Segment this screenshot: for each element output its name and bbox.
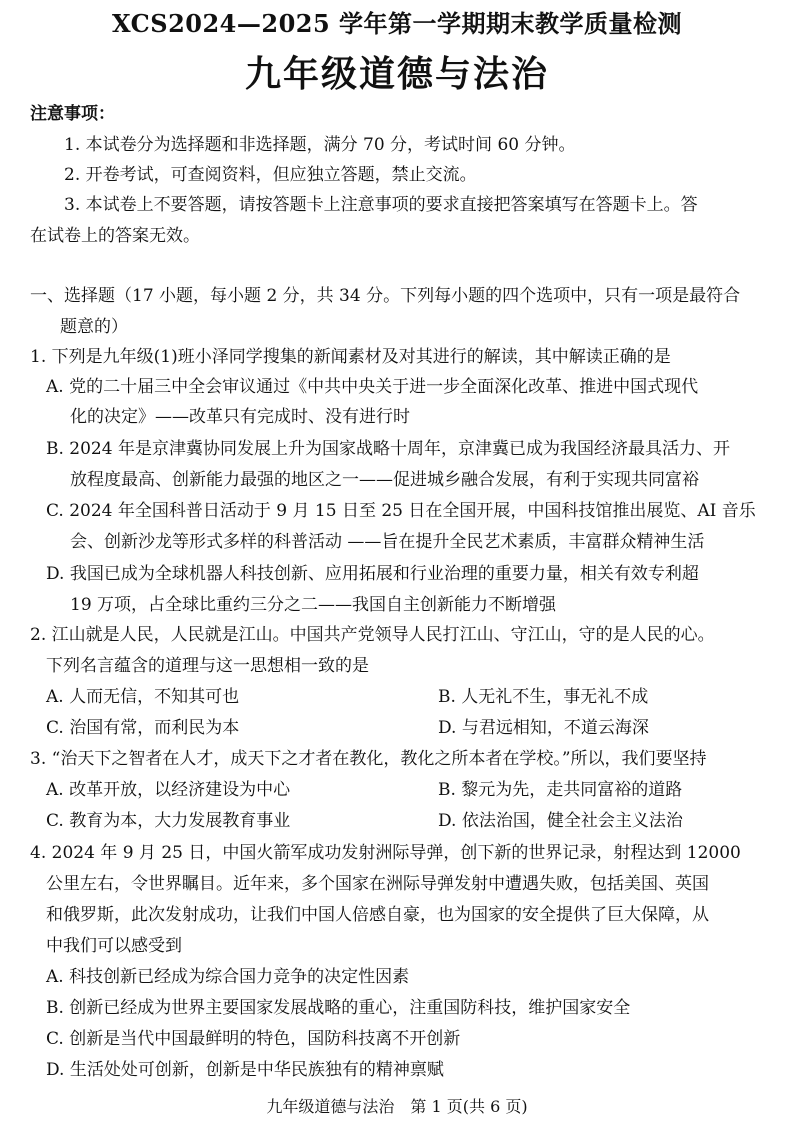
note-item: 1. 本试卷分为选择题和非选择题，满分 70 分，考试时间 60 分钟。: [64, 135, 576, 155]
question-1-option-c: C. 2024 年全国科普日活动于 9 月 15 日至 25 日在全国开展，中国科技馆推出展览、AI 音乐: [46, 501, 756, 521]
note-item: 在试卷上的答案无效。: [30, 226, 200, 246]
question-4-stem-cont: 公里左右，令世界瞩目。近年来，多个国家在洲际导弹发射中遭遇失败，包括美国、英国: [46, 874, 709, 894]
question-1-option-b-cont: 放程度最高、创新能力最强的地区之一——促进城乡融合发展，有利于实现共同富裕: [70, 470, 699, 490]
question-1-option-d: D. 我国已成为全球机器人科技创新、应用拓展和行业治理的重要力量，相关有效专利超: [46, 564, 699, 584]
question-2-option-d: D. 与君远相知，不道云海深: [438, 718, 649, 738]
question-4-option-c: C. 创新是当代中国最鲜明的特色，国防科技离不开创新: [46, 1029, 461, 1049]
question-4-stem-cont: 和俄罗斯，此次发射成功，让我们中国人倍感自豪，也为国家的安全提供了巨大保障，从: [46, 905, 709, 925]
subject-title: 九年级道德与法治: [244, 53, 549, 95]
question-3-stem: 3. “治天下之智者在人才，成天下之才者在教化，教化之所本者在学校。”所以，我们要坚持: [30, 749, 707, 769]
question-2-stem: 2. 江山就是人民，人民就是江山。中国共产党领导人民打江山、守江山，守的是人民的心。: [30, 625, 715, 645]
question-4-stem: 4. 2024 年 9 月 25 日，中国火箭军成功发射洲际导弹，创下新的世界记录，射程达到 12000: [30, 843, 741, 863]
question-3-option-c: C. 教育为本，大力发展教育事业: [46, 811, 291, 831]
question-4-option-b: B. 创新已经成为世界主要国家发展战略的重心，注重国防科技，维护国家安全: [46, 998, 631, 1018]
question-4-stem-cont: 中我们可以感受到: [46, 936, 182, 956]
question-1-option-a: A. 党的二十届三中全会审议通过《中共中央关于进一步全面深化改革、推进中国式现代: [46, 377, 699, 397]
notes-heading: 注意事项：: [30, 104, 115, 124]
question-2-option-a: A. 人而无信，不知其可也: [46, 687, 240, 707]
note-item: 2. 开卷考试，可查阅资料，但应独立答题，禁止交流。: [64, 165, 477, 185]
exam-title: XCS2024—2025 学年第一学期期末教学质量检测: [111, 9, 683, 38]
question-3-option-d: D. 依法治国，健全社会主义法治: [438, 811, 683, 831]
question-3-option-a: A. 改革开放，以经济建设为中心: [46, 780, 291, 800]
section-heading: 一、选择题（17 小题，每小题 2 分，共 34 分。下列每小题的四个选项中，只有一项是最符合: [30, 286, 741, 306]
question-2-stem-cont: 下列名言蕴含的道理与这一思想相一致的是: [46, 656, 369, 676]
note-item: 3. 本试卷上不要答题，请按答题卡上注意事项的要求直接把答案填写在答题卡上。答: [64, 195, 698, 215]
page-footer: 九年级道德与法治 第 1 页(共 6 页): [266, 1097, 528, 1116]
question-1-option-d-cont: 19 万项，占全球比重约三分之二——我国自主创新能力不断增强: [70, 595, 557, 615]
question-1-option-a-cont: 化的决定》——改革只有完成时、没有进行时: [70, 407, 410, 427]
question-2-option-b: B. 人无礼不生，事无礼不成: [438, 687, 649, 707]
question-4-option-a: A. 科技创新已经成为综合国力竞争的决定性因素: [46, 967, 410, 987]
question-4-option-d: D. 生活处处可创新，创新是中华民族独有的精神禀赋: [46, 1060, 444, 1080]
question-1-stem: 1. 下列是九年级(1)班小泽同学搜集的新闻素材及对其进行的解读，其中解读正确的是: [30, 347, 671, 367]
question-1-option-b: B. 2024 年是京津冀协同发展上升为国家战略十周年，京津冀已成为我国经济最具活力、开: [46, 439, 730, 459]
question-2-option-c: C. 治国有常，而利民为本: [46, 718, 240, 738]
question-1-option-c-cont: 会、创新沙龙等形式多样的科普活动 ——旨在提升全民艺术素质，丰富群众精神生活: [70, 532, 705, 552]
section-heading-cont: 题意的）: [60, 317, 128, 337]
question-3-option-b: B. 黎元为先，走共同富裕的道路: [438, 780, 683, 800]
